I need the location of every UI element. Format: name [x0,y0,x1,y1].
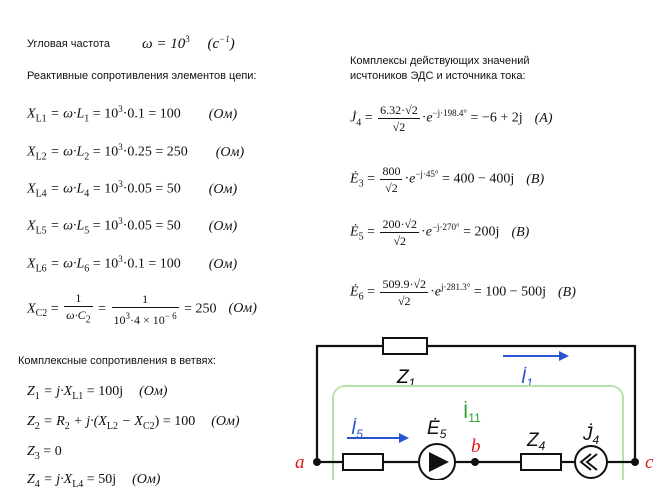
label-j4: $J̇_4$ [583,424,600,447]
source-row-j4: $J̇_4$ = $\frac{6.32\cdot√2}{√2}$ $\cdot e^{-j\cdot 198.4^\circ} = -6 + 2j$ (A) [350,103,553,134]
resistor-z4 [521,454,561,470]
angular-freq-label: Угловая частота [27,38,110,50]
sources-heading-line1: Комплексы действующих значений [350,55,530,67]
resistor-z3 [343,454,383,470]
angular-freq-exp: 3 [185,34,190,44]
angular-freq-unit-close: ) [229,36,235,52]
branch-z1: $Z_1 = j\cdot X_{L1} = 100j$ (Ом) [27,384,168,402]
wire-left-top [317,346,383,462]
reactive-row-xl2: $X_{L2} = \omega\cdot L_2 = 10^3\cdot 0.25 = 250$ (Ом) [27,142,245,163]
source-row-e5: $Ė_5$ = $\frac{200\cdot√2}{√2}$ $\cdot e^{-j\cdot 270^\circ} = 200j$ (B) [350,217,530,248]
circuit-diagram [285,330,666,480]
node-b [471,458,479,466]
label-i1: $İ_1$ [521,367,533,390]
branch-z3: $Z_3 = 0$ [27,444,62,462]
label-a: a [295,452,305,473]
angular-freq-expr [142,34,235,53]
label-e5: $Ė_5$ [427,418,447,441]
label-z1: $Z_1$ [397,367,416,390]
label-c: c [645,452,654,473]
node-a [313,458,321,466]
reactive-row-xl4: $X_{L4} = \omega\cdot L_4 = 10^3\cdot 0.05 = 50$ (Ом) [27,179,238,200]
source-row-e6: $Ė_6$ = $\frac{509.9\cdot√2}{√2}$ $\cdot e^{j\cdot 281.3^\circ} = 100 - 500j$ (B) [350,277,576,308]
reactive-row-xl1: $X_{L1} = \omega\cdot L_1 = 10^3\cdot 0.1 = 100$ (Ом) [27,104,238,125]
reactive-row-xc2: $X_{C2}$ = $\frac{1}{\omega\cdot C_2}$ = $\frac{1}{10^3\cdot 4 \times 10^{- 6}}$ = 250 (Ом) [27,291,257,327]
xc2-fraction-1: $\frac{1}{\omega\cdot C_2}$ [66,291,91,326]
angular-freq-unit-exp: −1 [219,34,230,44]
branches-heading: Комплексные сопротивления в ветвях: [18,355,217,367]
arrow-i5-head [399,433,409,443]
angular-freq-unit: (c [207,36,220,52]
resistor-z1 [383,338,427,354]
node-c [631,458,639,466]
xc2-fraction-2: $\frac{1}{10^3\cdot 4 \times 10^{- 6}}$ [113,291,177,327]
label-z4: $Z_4$ [527,430,546,453]
branch-z4: $Z_4 = j\cdot X_{L4} = 50j$ (Ом) [27,472,161,490]
branch-z2: $Z_2 = R_2 + j\cdot(X_{L2} - X_{C2}) = 100$ (Ом) [27,414,240,432]
reactive-row-xl6: $X_{L6} = \omega\cdot L_6 = 10^3\cdot 0.1 = 100$ (Ом) [27,254,238,275]
reactive-row-xl5: $X_{L5} = \omega\cdot L_5 = 10^3\cdot 0.05 = 50$ (Ом) [27,216,238,237]
label-i5: $İ_5$ [351,418,363,441]
source-row-e3: $Ė_3$ = $\frac{800}{√2}$ $\cdot e^{-j\cdot 45^\circ} = 400 - 400j$ (B) [350,164,545,195]
label-i11: $İ_{11}$ [463,402,481,425]
angular-freq-value: ω = 10 [142,36,186,52]
sources-heading-line2: исчтоников ЭДС и источника тока: [350,70,526,82]
label-b: b [471,436,481,457]
arrow-i1-head [559,351,569,361]
reactive-heading: Реактивные сопротивления элементов цепи: [27,70,257,82]
